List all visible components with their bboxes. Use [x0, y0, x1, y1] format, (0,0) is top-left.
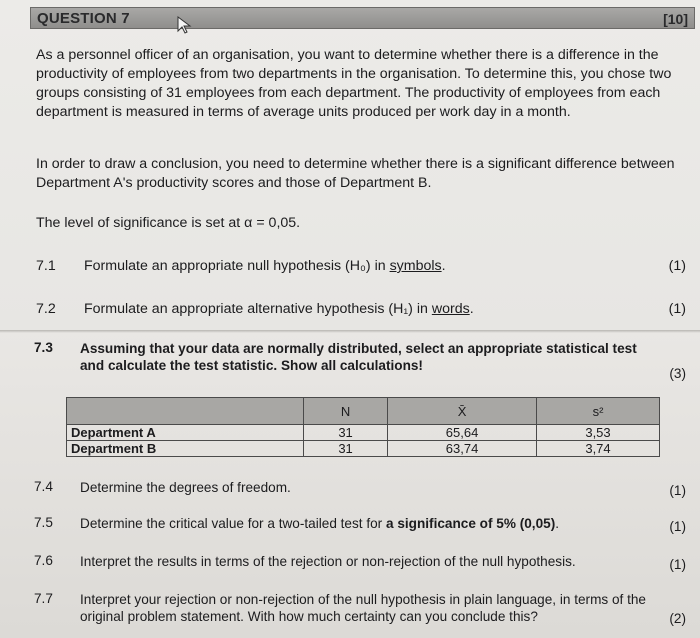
table-row [67, 441, 660, 457]
item-number: 7.6 [34, 553, 53, 568]
question-total-marks: [10] [663, 11, 688, 27]
item-text: Interpret your rejection or non-rejection of the null hypothesis in plain language, in terms of the original problem statement. With how much certainty can you conclude this? [80, 592, 646, 624]
sample-mean: 65,64 [388, 425, 537, 441]
item-marks: (1) [668, 258, 686, 274]
sample-variance: 3,53 [537, 425, 660, 441]
item-number: 7.7 [34, 591, 53, 606]
item-text: Interpret the results in terms of the rejection or non-rejection of the null hypothesis. [80, 554, 576, 569]
question-title: QUESTION 7 [37, 10, 130, 27]
sample-size: 31 [304, 425, 388, 441]
item-marks: (2) [669, 611, 686, 626]
item-text: Formulate an appropriate alternative hypothesis (H₁) in words. [84, 301, 474, 317]
intro-paragraph-1: As a personnel officer of an organisation, you want to determine whether there is a difference in the productivity of employees from two departments in the organisation. To determine this, you chose two groups consisting of 31 employees from each department. The productivity of employees from each department is measured in terms of average units produced per work day in a month. [36, 47, 672, 120]
item-marks: (3) [669, 366, 686, 381]
mouse-pointer-icon [176, 15, 194, 35]
sample-mean: 63,74 [388, 441, 537, 457]
item-marks: (1) [669, 483, 686, 498]
item-text: Formulate an appropriate null hypothesis (H₀) in symbols. [84, 258, 446, 274]
item-number: 7.2 [36, 301, 56, 317]
department-data-table [66, 397, 660, 457]
item-number: 7.3 [34, 340, 53, 355]
table-row [67, 425, 660, 441]
item-text: Assuming that your data are normally distributed, select an appropriate statistical test and calculate the test statistic. Show all calculations! [80, 341, 637, 373]
item-marks: (1) [669, 557, 686, 572]
item-marks: (1) [669, 519, 686, 534]
table-header-cell: X̄ [388, 398, 537, 425]
department-name: Department B [67, 441, 304, 457]
sample-variance: 3,74 [537, 441, 660, 457]
question-header-bar [30, 7, 695, 29]
significance-level: The level of significance is set at α = 0,05. [36, 215, 301, 231]
item-text: Determine the degrees of freedom. [80, 480, 291, 495]
table-header-cell: s² [537, 398, 660, 425]
table-header-cell [67, 398, 304, 425]
sample-size: 31 [304, 441, 388, 457]
department-name: Department A [67, 425, 304, 441]
item-marks: (1) [668, 301, 686, 317]
table-header-row [67, 398, 660, 425]
intro-paragraph-2: In order to draw a conclusion, you need to determine whether there is a significant difference between Department A's productivity scores and those of Department B. [36, 156, 675, 191]
table-header-cell: N [304, 398, 388, 425]
item-number: 7.4 [34, 479, 53, 494]
item-text: Determine the critical value for a two-tailed test for a significance of 5% (0,05). [80, 516, 560, 531]
item-number: 7.1 [36, 258, 56, 274]
item-number: 7.5 [34, 515, 53, 530]
